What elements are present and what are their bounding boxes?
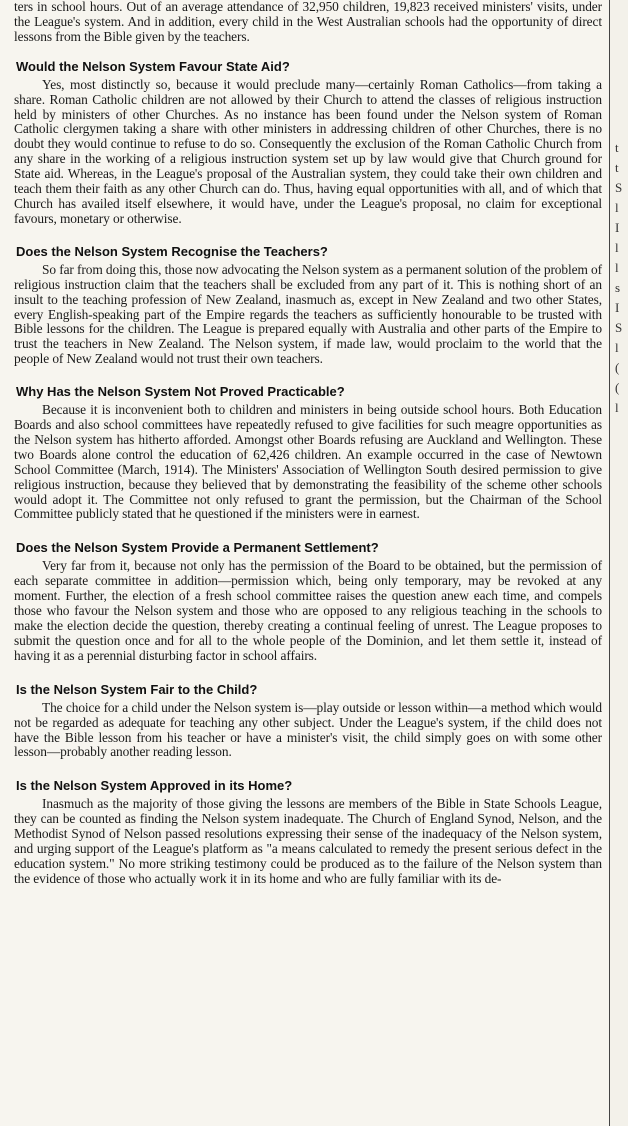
margin-fragment: S [615, 180, 623, 195]
section-heading: Does the Nelson System Provide a Permanent Settlement? [16, 540, 379, 556]
section-state-aid [14, 59, 602, 227]
margin-fragment: I [615, 220, 620, 235]
section-body: Yes, most distinctly so, because it would preclude many—certainly Roman Catholics—from taking a share. Roman Catholic children are not allowed by their Church to attend the classes of religious instruction held by ministers of other Churches. As no instance has been found under the Nelson system of Roman Catholic clergymen taking a share with other ministers in addressing children of other Churches, there is no doubt they would continue to refuse to do so. Consequently the exclusion of the Roman Catholic Church from any share in the working of a religious instruction system set up by law would give that Church ground for State aid. Whereas, in the League's proposal of the Australian system, they could take their own children and teach them their faith as any other Church can do. Thus, having equal opportunities with all, and of which that Church has availed itself elsewhere, it would have, under the League's proposal, no claim for exceptional favours, monetary or otherwise. [14, 76, 602, 226]
section-fair-to-child [14, 682, 602, 761]
section-body: The choice for a child under the Nelson system is—play outside or lesson within—a method which would not be regarded as adequate for teaching any other subject. Under the League's system, if the child does not have the Bible lesson from his teacher or have a minister's visit, the child simply goes on with some other lesson—probably another reading lesson. [14, 699, 602, 760]
margin-fragment: t [615, 160, 619, 175]
margin-fragment: l [615, 400, 619, 415]
margin-fragment: ( [615, 360, 620, 375]
section-heading: Why Has the Nelson System Not Proved Practicable? [16, 384, 345, 400]
section-body: Very far from it, because not only has the permission of the Board to be obtained, but the permission of each separate committee in addition—permission which, being only temporary, may be revoked at any moment. Further, the election of a fresh school committee raises the question anew each time, and compels those who favour the Nelson system and those who are opposed to any religious teaching in the schools to make the election decide the question, thereby creating a continual feeling of unrest. The League proposes to submit the question once and for all to the whole people of the Dominion, and let them settle it, instead of having it as a perennial disturbing factor in school affairs. [14, 558, 602, 663]
section-body: Because it is inconvenient both to children and ministers in being outside school hours. Both Education Boards and also school committees have repeatedly refused to give facilities for such meagre opportunities as the Nelson system has hitherto afforded. Amongst other Boards refusing are Auckland and Wellington. These two Boards alone control the education of 62,426 children. An example occurred in the case of Newtown School Committee (March, 1914). The Ministers' Association of Wellington South desired permission to give religious instruction, because they believed that by demonstrating the feasibility of the scheme other schools would adopt it. The Committee not only refused to grant the permission, but the Chairman of the School Committee publicly stated that he questioned if the ministers were in earnest. [14, 402, 602, 522]
margin-fragment: S [615, 320, 623, 335]
margin-fragment: l [615, 260, 619, 275]
section-teachers [14, 244, 602, 367]
section-practicable [14, 384, 602, 522]
section-approved-home [14, 778, 602, 886]
section-heading: Is the Nelson System Approved in its Home? [16, 778, 293, 794]
section-body: So far from doing this, those now advocating the Nelson system as a permanent solution of the problem of religious instruction claim that the teachers shall be excluded from any part of it. This is nothing short of an insult to the teaching profession of New Zealand, inasmuch as, except in New Zealand and two other States, every English-speaking part of the Empire regards the teachers as sufficiently honourable to be trusted with Bible lessons for the children. The League is prepared equally with Australia and other parts of the Empire to trust the teachers in New Zealand. The Nelson system, if made law, would proclaim to the world that the people of New Zealand would not trust their own teachers. [14, 261, 602, 367]
intro-paragraph: ters in school hours. Out of an average attendance of 32,950 children, 19,823 received ministers' visits, under the League's system. And in addition, every child in the West Australian schools had the opportunity of direct lessons from the Bible given by the teachers. [14, 0, 602, 44]
section-heading: Is the Nelson System Fair to the Child? [16, 681, 258, 697]
margin-fragment: l [615, 200, 619, 215]
margin-fragment: l [615, 240, 619, 255]
margin-fragment: s [615, 280, 621, 295]
section-permanent-settlement [14, 540, 602, 663]
margin-fragment: t [615, 140, 619, 155]
adjacent-column-edge [609, 0, 628, 1126]
section-heading: Does the Nelson System Recognise the Teachers? [16, 243, 328, 259]
margin-fragment: l [615, 340, 619, 355]
margin-fragment: I [615, 300, 620, 315]
section-heading: Would the Nelson System Favour State Aid? [16, 58, 290, 74]
margin-fragment: ( [615, 380, 620, 395]
section-body: Inasmuch as the majority of those giving the lessons are members of the Bible in State Schools League, they can be counted as finding the Nelson system inadequate. The Church of England Synod, Nelson, and the Methodist Synod of Nelson passed resolutions expressing their sense of the inadequacy of the Nelson system, and urging support of the League's platform as "a means calculated to remedy the present serious defect in the education system." No more striking testimony could be produced as to the failure of the Nelson system than the evidence of those who actually work it in its home and who are fully familiar with its de- [14, 796, 602, 886]
